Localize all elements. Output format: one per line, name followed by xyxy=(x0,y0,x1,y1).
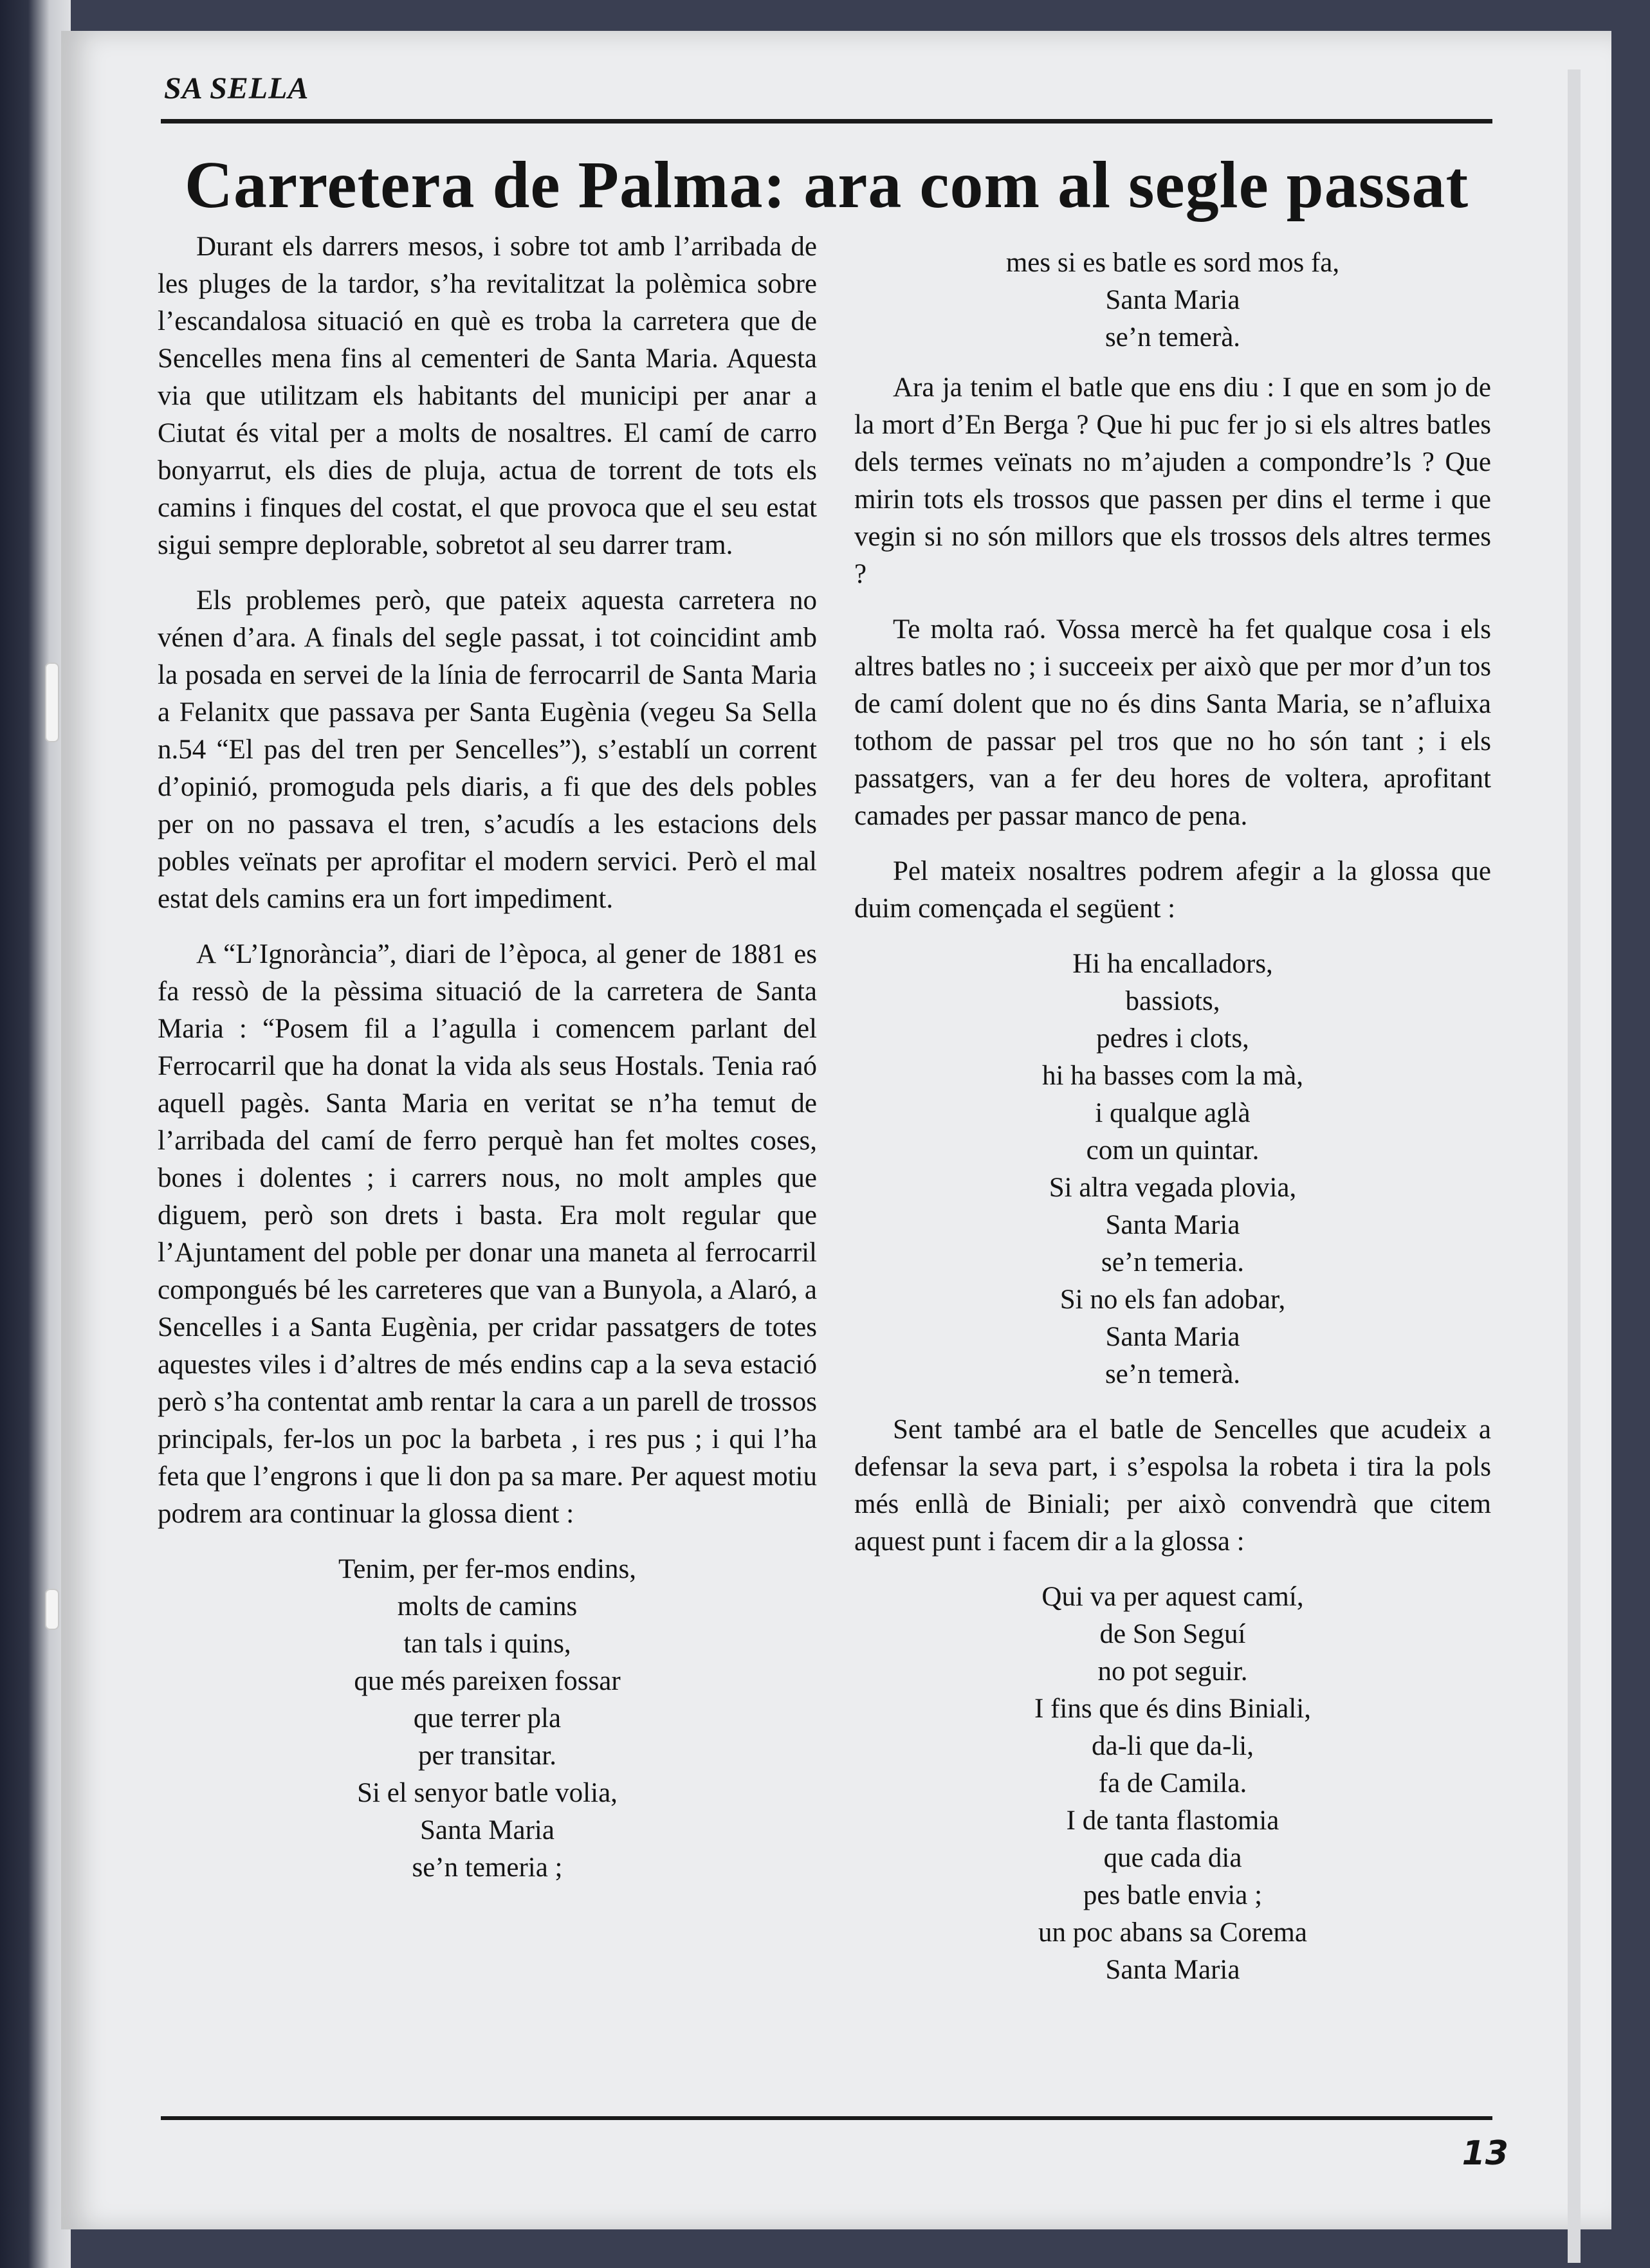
verse-line: se’n temerà. xyxy=(1105,1359,1241,1389)
verse-block xyxy=(854,1578,1491,1989)
paragraph: Pel mateix nosaltres podrem afegir a la glossa que duim començada el següent : xyxy=(854,856,1491,924)
article-title: Carretera de Palma: ara com al segle passat xyxy=(184,148,1469,222)
verse-line: que més pareixen fossar xyxy=(354,1666,621,1696)
verse-line: I fins que és dins Biniali, xyxy=(1034,1694,1311,1724)
binding-stitch xyxy=(45,663,59,742)
paragraph: Els problemes però, que pateix aquesta carretera no vénen d’ara. A finals del segle passat, i tot coincidint amb la posada en servei de la línia de ferrocarril de Santa Maria a Felanitx que passava per Santa Eugènia (vegeu Sa Sella n.54 “El pas del tren per Sencelles”), s’establí un corrent d’opinió, promoguda pels diaris, a fi que des dels pobles per on no passava el tren, s’acudís a les estacions dels pobles veïnats per aprofitar el modern servici. Però el mal estat dels camins era un fort impediment. xyxy=(158,585,817,914)
header-rule xyxy=(161,119,1492,123)
paragraph: A “L’Ignorància”, diari de l’època, al gener de 1881 es fa ressò de la pèssima situació de la carretera de Santa Maria : “Posem fil a l’agulla i comencem parlant del Ferrocarril que ha donat la vida als seus Hostals. Tenia raó aquell pagès. Santa Maria en veritat se n’ha temut de l’arribada del camí de ferro perquè han fet moltes coses, bones i dolentes ; i carrers nous, no molt amples que diguem, però son drets i basta. Era molt regular que l’Ajuntament del poble per donar una maneta al ferrocarril compongués bé les carreteres que van a Bunyola, a Alaró, a Sencelles i a Santa Eugènia, per cridar passatgers de totes aquestes viles i d’altres de més endins cap a la seva estació però s’ha contentat amb rentar la cara a un parell de trossos principals, fer-los un poc la barbeta , i res pus ; i qui l’ha feta que l’engrons i que li don pa sa mare. Per aquest motiu podrem ara continuar la glossa dient : xyxy=(158,939,817,1529)
verse-line: bassiots, xyxy=(1125,986,1220,1016)
verse-line: com un quintar. xyxy=(1086,1135,1260,1166)
page-edge xyxy=(1568,69,1581,2263)
left-column xyxy=(158,228,817,1905)
paragraph: Ara ja tenim el batle que ens diu : I que en som jo de la mort d’En Berga ? Que hi puc fer jo si els altres batles dels termes veïnats no m’ajuden a compondre’ls ? Que mirin tots els trossos que passen per dins el terme i que vegin si no són millors que els trossos dels altres termes ? xyxy=(854,372,1491,589)
verse-line: I de tanta flastomia xyxy=(1066,1806,1279,1836)
verse-line: Santa Maria xyxy=(1105,285,1240,315)
paragraph: Te molta raó. Vossa mercè ha fet qualque cosa i els altres batles no ; i succeeix per això que per mor d’un tos de camí dolent que no és dins Santa Maria, se n’afluixa tothom de passar pel tros que no ho són tant ; i els passatgers, van a fer deu hores de voltera, aprofitant camades per passar manco de pena. xyxy=(854,614,1491,831)
book-binding xyxy=(0,0,71,2268)
verse-block xyxy=(854,946,1491,1393)
verse-line: molts de camins xyxy=(397,1591,578,1622)
verse-line: mes si es batle es sord mos fa, xyxy=(1005,248,1340,278)
verse-line: se’n temeria. xyxy=(1101,1247,1245,1277)
verse-line: Santa Maria xyxy=(1105,1322,1240,1352)
footer-rule xyxy=(161,2116,1492,2120)
verse-line: Hi ha encalladors, xyxy=(1072,949,1273,979)
running-head: SA SELLA xyxy=(164,71,309,105)
paragraph: Sent també ara el batle de Sencelles que acudeix a defensar la seva part, i s’espolsa la robeta i tira la pols més enllà de Biniali; per això convendrà que citem aquest punt i facem dir a la glossa : xyxy=(854,1414,1491,1557)
verse-line: se’n temeria ; xyxy=(412,1852,563,1883)
verse-line: Si no els fan adobar, xyxy=(1059,1285,1286,1315)
verse-line: da-li que da-li, xyxy=(1092,1731,1254,1761)
verse-line: de Son Seguí xyxy=(1099,1619,1246,1649)
verse-line: pedres i clots, xyxy=(1096,1023,1249,1054)
page-number: 13 xyxy=(1462,2134,1508,2173)
verse-line: pes batle envia ; xyxy=(1083,1880,1263,1910)
verse-block xyxy=(158,1551,817,1887)
verse-line: un poc abans sa Corema xyxy=(1038,1917,1307,1948)
verse-line: no pot seguir. xyxy=(1097,1656,1248,1687)
verse-line: Tenim, per fer-mos endins, xyxy=(338,1554,637,1584)
verse-line: hi ha basses com la mà, xyxy=(1041,1061,1303,1091)
verse-line: Santa Maria xyxy=(1105,1210,1240,1240)
verse-block xyxy=(854,244,1491,356)
verse-line: Si altra vegada plovia, xyxy=(1049,1173,1297,1203)
paragraph: Durant els darrers mesos, i sobre tot amb l’arribada de les pluges de la tardor, s’ha revitalitzat la polèmica sobre l’escandalosa situació en què es troba la carretera que de Sencelles mena fins al cementeri de Santa Maria. Aquesta via que utilitzam els habitants del municipi per anar a Ciutat és vital per a molts de nosaltres. El camí de carro bonyarrut, els dies de pluja, actua de torrent de tots els camins i finques del costat, el que provoca que el seu estat sigui sempre deplorable, sobretot al seu darrer tram. xyxy=(158,232,817,560)
right-column xyxy=(854,244,1491,2007)
verse-line: que cada dia xyxy=(1103,1843,1242,1873)
verse-line: i qualque aglà xyxy=(1095,1098,1251,1128)
verse-line: per transitar. xyxy=(418,1741,556,1771)
verse-line: fa de Camila. xyxy=(1098,1768,1247,1798)
verse-line: tan tals i quins, xyxy=(403,1629,571,1659)
verse-line: Qui va per aquest camí, xyxy=(1041,1582,1304,1612)
verse-line: Santa Maria xyxy=(420,1815,555,1845)
verse-line: Santa Maria xyxy=(1105,1955,1240,1985)
verse-line: Si el senyor batle volia, xyxy=(357,1778,618,1808)
verse-line: que terrer pla xyxy=(413,1703,562,1733)
binding-stitch xyxy=(45,1589,59,1630)
verse-line: se’n temerà. xyxy=(1105,322,1241,352)
